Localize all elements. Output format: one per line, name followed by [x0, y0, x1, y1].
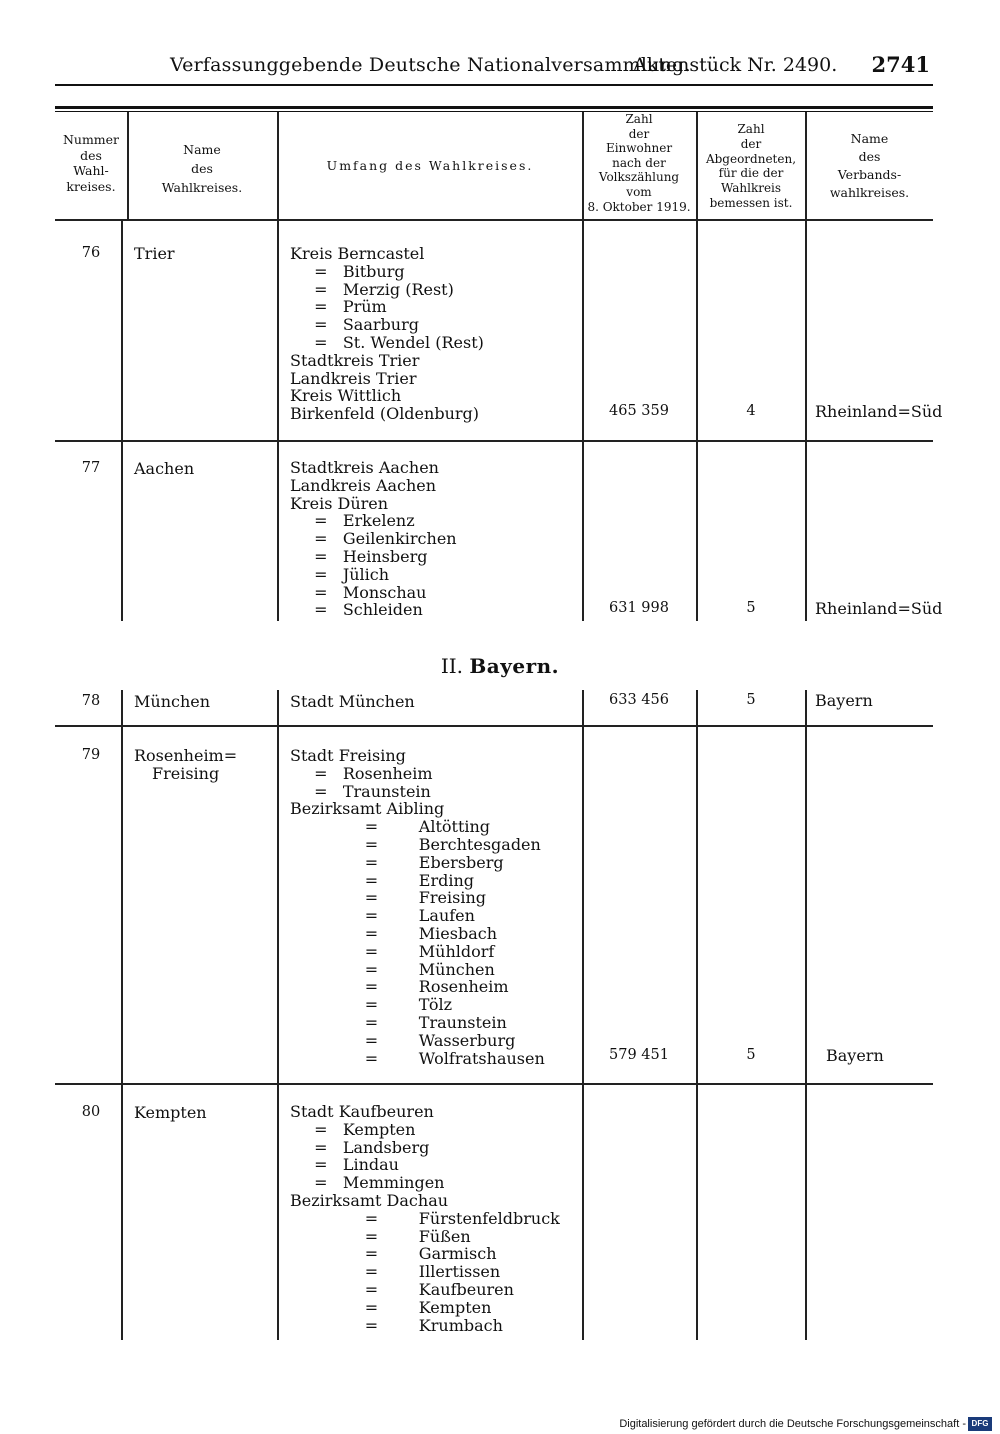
header-divider: [805, 112, 807, 219]
deputies-count: 5: [746, 600, 756, 616]
head-rule: [55, 84, 933, 86]
column-divider: [121, 690, 123, 1340]
district-name: Rosenheim= Freising: [134, 746, 238, 783]
population-count: 579 451: [609, 1047, 669, 1063]
digitization-credit: Digitalisierung gefördert durch die Deutsche Forschungsgemeinschaft -: [619, 1418, 966, 1430]
district-name: Aachen: [134, 459, 195, 478]
header-population: Zahl der Einwohner nach der Volkszählung vom 8. Oktober 1919.: [587, 112, 691, 214]
column-divider: [696, 690, 698, 1340]
district-extent: Stadt Kaufbeuren = Kempten = Landsberg = Lindau = Memmingen Bezirksamt Dachau = Fürstenfeldbruck = Füßen = Garmisch = Illertissen = Kaufbeuren = Kempten = Krumbach: [290, 1102, 560, 1335]
district-extent: Stadt Freising = Rosenheim = Traunstein Bezirksamt Aibling = Altötting = Berchtesgaden = Ebersberg = Erding = Freising = Laufen = Miesbach = Mühldorf = München = Rosenheim = Tölz = Traunstein = Wasserburg = Wolfratshausen: [290, 746, 545, 1068]
district-number: 79: [81, 747, 101, 763]
association-district: Bayern: [826, 1046, 884, 1065]
column-divider: [696, 221, 698, 621]
row-divider: [55, 440, 933, 442]
district-extent: Kreis Berncastel = Bitburg = Merzig (Rest) = Prüm = Saarburg = St. Wendel (Rest) Stadtkreis Trier Landkreis Trier Kreis Wittlich Birkenfeld (Oldenburg): [290, 244, 484, 424]
population-count: 465 359: [609, 403, 669, 419]
running-head: [170, 52, 930, 82]
header-bottom-rule: [55, 219, 933, 221]
dfg-logo: DFG: [968, 1417, 992, 1431]
district-extent: Stadt München: [290, 692, 415, 711]
deputies-count: 5: [746, 692, 756, 708]
district-number: 76: [81, 245, 101, 261]
table-top-rule-1: [55, 106, 933, 109]
document-number: Aktenstück Nr. 2490.: [633, 54, 838, 76]
column-divider: [121, 221, 123, 621]
district-number: 78: [81, 693, 101, 709]
column-divider: [277, 221, 279, 621]
running-head-title: Verfassunggebende Deutsche Nationalversammlung.: [170, 54, 691, 76]
column-divider: [805, 221, 807, 621]
district-number: 77: [81, 460, 101, 476]
column-divider: [277, 690, 279, 1340]
header-divider: [582, 112, 584, 219]
header-deputies: Zahl der Abgeordneten, für die der Wahlkreis bemessen ist.: [705, 122, 797, 210]
header-divider: [696, 112, 698, 219]
header-name: Name des Wahlkreises.: [161, 142, 243, 195]
header-divider: [277, 112, 279, 219]
population-count: 631 998: [609, 600, 669, 616]
table-top-rule-2: [55, 111, 933, 112]
header-association: Name des Verbands- wahlkreises.: [829, 131, 910, 200]
association-district: Bayern: [815, 691, 873, 710]
column-divider: [582, 690, 584, 1340]
row-divider: [55, 725, 933, 727]
column-divider: [805, 690, 807, 1340]
header-extent: Umfang des Wahlkreises.: [326, 158, 534, 173]
association-district: Rheinland=Süd: [815, 599, 943, 618]
district-name: München: [134, 692, 211, 711]
district-extent: Stadtkreis Aachen Landkreis Aachen Kreis Düren = Erkelenz = Geilenkirchen = Heinsberg = Jülich = Monschau = Schleiden: [290, 458, 457, 620]
header-number: Nummer des Wahl- kreises.: [62, 132, 120, 194]
column-divider: [582, 221, 584, 621]
deputies-count: 5: [746, 1047, 756, 1063]
deputies-count: 4: [746, 403, 756, 419]
page-number: 2741: [871, 52, 930, 77]
district-name: Kempten: [134, 1103, 207, 1122]
association-district: Rheinland=Süd: [815, 402, 943, 421]
district-number: 80: [81, 1104, 101, 1120]
row-divider: [55, 1083, 933, 1085]
population-count: 633 456: [609, 692, 669, 708]
section-title: II. Bayern.: [440, 654, 560, 678]
header-divider: [127, 112, 129, 219]
district-name: Trier: [134, 244, 175, 263]
